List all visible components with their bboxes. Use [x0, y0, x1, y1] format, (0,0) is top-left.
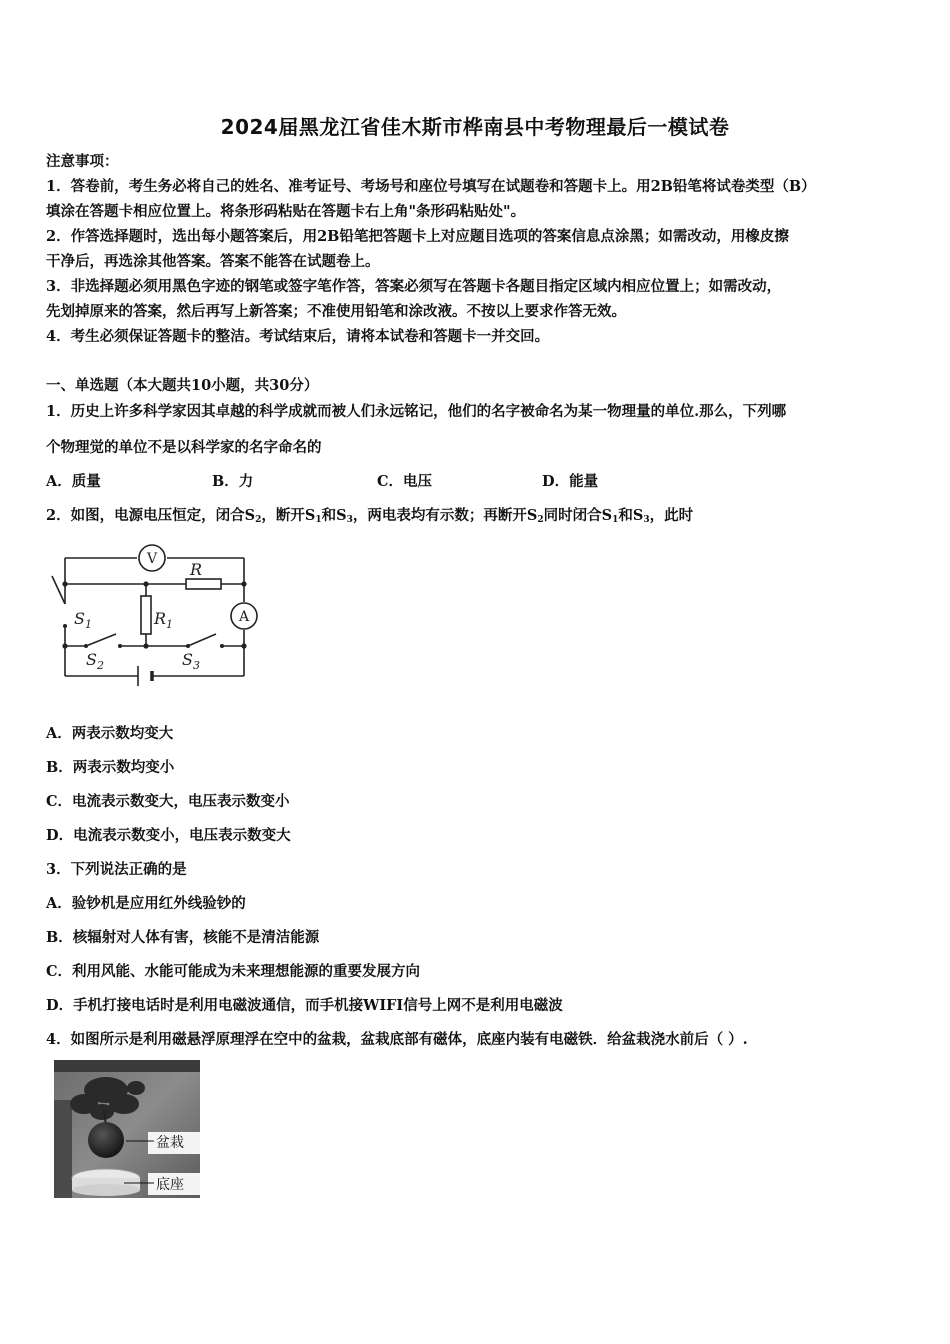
- q1-stem-line1: 1．历史上许多科学家因其卓越的科学成就而被人们永远铭记，他们的名字被命名为某一物理量的单位.那么，下列哪: [46, 403, 787, 420]
- notice-line: 填涂在答题卡相应位置上。将条形码粘贴在答题卡右上角"条形码粘贴处"。: [46, 203, 526, 220]
- q1-option-b: B．力: [212, 473, 254, 490]
- resistor-r-label: R: [190, 560, 203, 579]
- q3-option-a: A．验钞机是应用红外线验钞的: [46, 895, 246, 912]
- section-heading: 一、单选题（本大题共10小题，共30分）: [46, 377, 319, 394]
- switch-s3-label: $S_3$: [182, 650, 200, 672]
- pot-label: 盆栽: [156, 1135, 184, 1151]
- notice-line: 3．非选择题必须用黑色字迹的钢笔或签字笔作答，答案必须写在答题卡各题目指定区域内相应位置上；如需改动，: [46, 278, 782, 295]
- switch-s1-label: $S_1$: [74, 609, 92, 631]
- q3-option-c: C．利用风能、水能可能成为未来理想能源的重要发展方向: [46, 963, 421, 980]
- q1-stem-line2: 个物理觉的单位不是以科学家的名字命名的: [46, 439, 322, 456]
- q2-option-c: C．电流表示数变大，电压表示数变小: [46, 793, 290, 810]
- switch-s2-label: $S_2$: [86, 650, 104, 672]
- q3-option-b: B．核辐射对人体有害，核能不是清洁能源: [46, 929, 320, 946]
- page-title: 2024届黑龙江省佳木斯市桦南县中考物理最后一模试卷: [220, 115, 730, 139]
- circuit-diagram: [40, 538, 270, 688]
- notice-heading: 注意事项：: [46, 153, 119, 170]
- q3-option-d: D．手机打接电话时是利用电磁波通信，而手机接WIFI信号上网不是利用电磁波: [46, 997, 563, 1014]
- ammeter-label: A: [238, 609, 250, 625]
- notice-line: 先划掉原来的答案，然后再写上新答案；不准使用铅笔和涂改液。不按以上要求作答无效。: [46, 303, 626, 320]
- resistor-r1-label: $R_1$: [154, 609, 174, 631]
- notice-line: 4．考生必须保证答题卡的整洁。考试结束后，请将本试卷和答题卡一并交回。: [46, 328, 550, 345]
- q1-option-d: D．能量: [542, 473, 599, 490]
- q1-option-a: A．质量: [46, 473, 101, 490]
- q2-stem: 2．如图，电源电压恒定，闭合$S_2$，断开$S_1$和$S_3$，两电表均有示数；再断开$S_2$同时闭合$S_1$和$S_3$，此时: [46, 507, 694, 525]
- levitating-plant-photo: [54, 1060, 200, 1198]
- q2-option-b: B．两表示数均变小: [46, 759, 175, 776]
- q2-option-a: A．两表示数均变大: [46, 725, 174, 742]
- voltmeter-label: V: [146, 551, 158, 567]
- q2-option-d: D．电流表示数变小，电压表示数变大: [46, 827, 291, 844]
- q3-stem: 3．下列说法正确的是: [46, 861, 187, 878]
- q4-stem: 4．如图所示是利用磁悬浮原理浮在空中的盆栽，盆栽底部有磁体，底座内装有电磁铁．给盆栽浇水前后（ ）.: [46, 1031, 748, 1048]
- notice-line: 1．答卷前，考生务必将自己的姓名、准考证号、考场号和座位号填写在试题卷和答题卡上。用2B铅笔将试卷类型（B）: [46, 178, 816, 195]
- base-label: 底座: [156, 1177, 184, 1193]
- q1-option-c: C．电压: [377, 473, 433, 490]
- notice-line: 2．作答选择题时，选出每小题答案后，用2B铅笔把答题卡上对应题目选项的答案信息点涂黑；如需改动，用橡皮擦: [46, 228, 789, 245]
- notice-line: 干净后，再选涂其他答案。答案不能答在试题卷上。: [46, 253, 380, 270]
